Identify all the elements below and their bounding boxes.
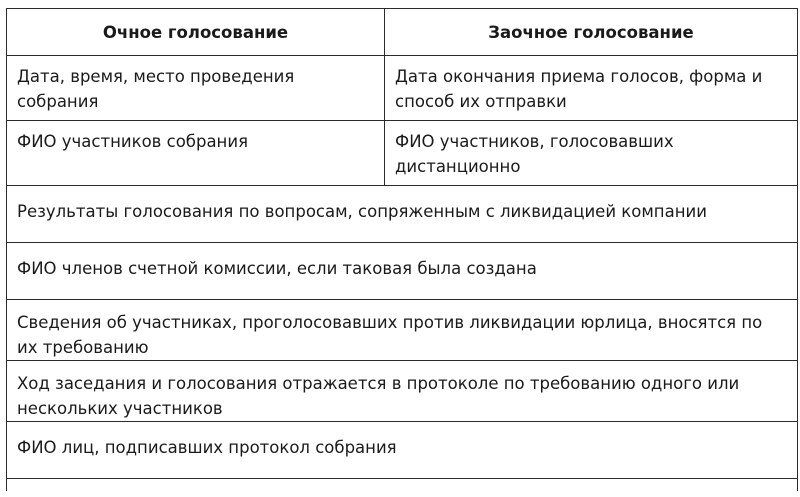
table-header-row	[7, 9, 798, 56]
header-in-person-voting: Очное голосование	[7, 9, 385, 56]
table-cell-right: ФИО участников, голосовавших дистанционно	[385, 121, 798, 186]
table-cell-full: Сведения об участниках, проголосовавших против ликвидации юрлица, вносятся по их требованию	[7, 300, 798, 361]
table-row	[7, 361, 798, 422]
table-cell-right: Дата окончания приема голосов, форма и способ их отправки	[385, 56, 798, 121]
protocol-contents-table	[6, 8, 798, 491]
table-cell-full: Ход заседания и голосования отражается в протоколе по требованию одного или нескольких участников	[7, 361, 798, 422]
table-row	[7, 243, 798, 300]
table-row	[7, 186, 798, 243]
table-row	[7, 56, 798, 121]
table-cell-full: ФИО лиц, подписавших протокол собрания	[7, 422, 798, 479]
table-row-cutoff	[7, 479, 798, 492]
table-row	[7, 422, 798, 479]
table-row	[7, 121, 798, 186]
table-row	[7, 300, 798, 361]
table-cell-empty	[7, 479, 798, 492]
table-cell-full: ФИО членов счетной комиссии, если таковая была создана	[7, 243, 798, 300]
header-absentee-voting: Заочное голосование	[385, 9, 798, 56]
table-cell-full: Результаты голосования по вопросам, сопряженным с ликвидацией компании	[7, 186, 798, 243]
table-cell-left: Дата, время, место проведения собрания	[7, 56, 385, 121]
table-cell-left: ФИО участников собрания	[7, 121, 385, 186]
